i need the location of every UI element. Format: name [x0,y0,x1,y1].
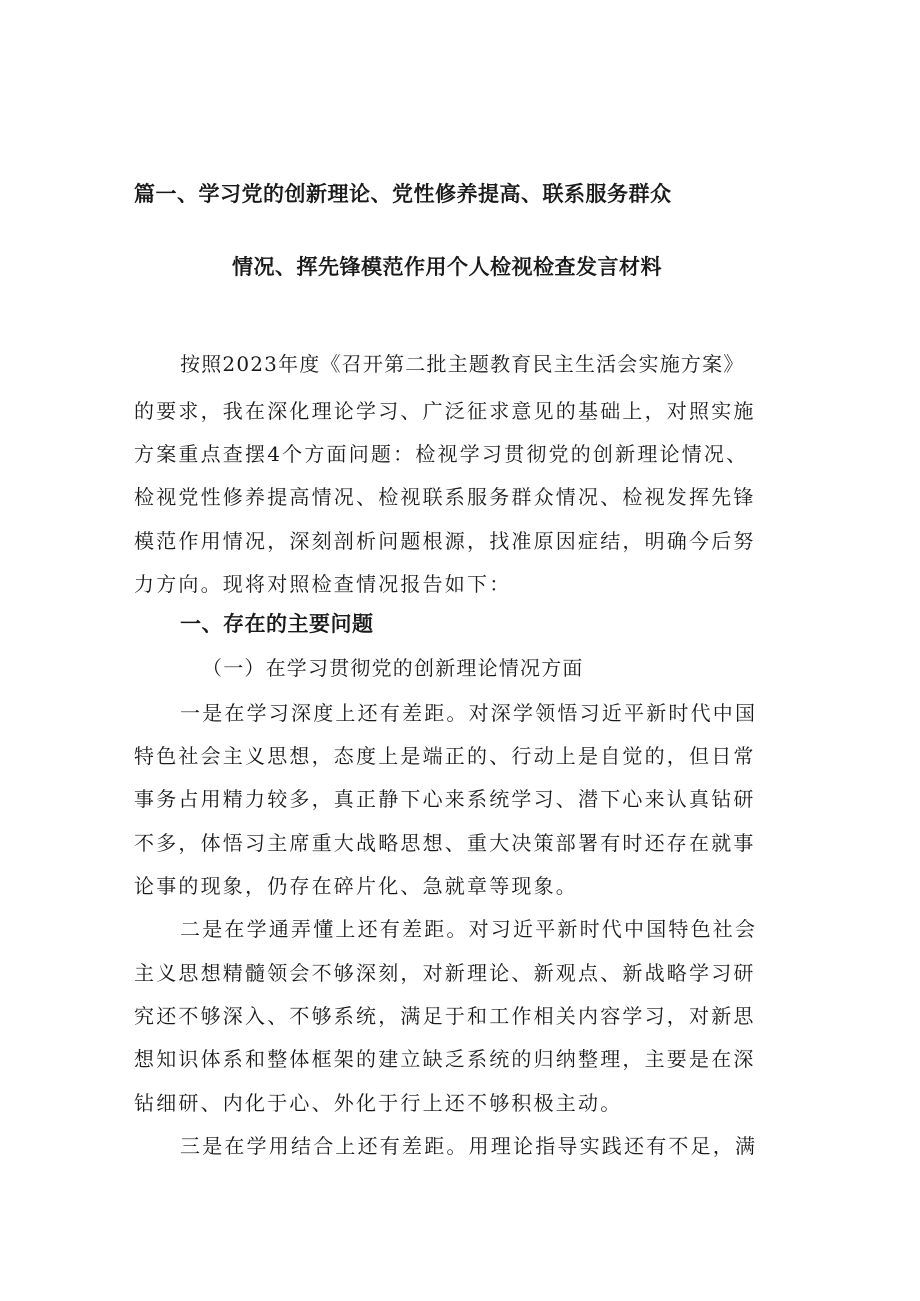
intro-line: 的要求，我在深化理论学习、广泛征求意见的基础上，对照实施 [134,399,756,423]
intro-line: 按照2023年度《召开第二批主题教育民主生活会实施方案》 [180,352,745,376]
paragraph-line: 究还不够深入、不够系统，满足于和工作相关内容学习，对新思 [134,1004,756,1028]
paragraph-line: 想知识体系和整体框架的建立缺乏系统的归纳整理，主要是在深 [134,1047,756,1071]
document-title-line-2: 情况、挥先锋模范作用个人检视检查发言材料 [232,255,662,279]
intro-line: 模范作用情况，深刻剖析问题根源，找准原因症结，明确今后努 [134,529,756,553]
intro-line: 检视党性修养提高情况、检视联系服务群众情况、检视发挥先锋 [134,485,756,509]
paragraph-line: 论事的现象，仍存在碎片化、急就章等现象。 [134,874,578,898]
paragraph-line: 钻细研、内化于心、外化于行上还不够积极主动。 [134,1091,623,1115]
paragraph-line: 一是在学习深度上还有差距。对深学领悟习近平新时代中国 [180,701,758,725]
paragraph-line: 主义思想精髓领会不够深刻，对新理论、新观点、新战略学习研 [134,961,756,985]
intro-line: 方案重点查摆4个方面问题：检视学习贯彻党的创新理论情况、 [134,442,749,466]
document-title-line-1: 篇一、学习党的创新理论、党性修养提高、联系服务群众 [134,182,672,206]
paragraph-line: 特色社会主义思想，态度上是端正的、行动上是自觉的，但日常 [134,744,756,768]
paragraph-line: 不多，体悟习主席重大战略思想、重大决策部署有时还存在就事 [134,831,756,855]
paragraph-line: 三是在学用结合上还有差距。用理论指导实践还有不足，满 [180,1134,758,1158]
intro-line: 力方向。现将对照检查情况报告如下： [134,572,512,596]
paragraph-line: 二是在学通弄懂上还有差距。对习近平新时代中国特色社会 [180,917,758,941]
section-heading: 一、存在的主要问题 [180,612,374,636]
paragraph-line: 事务占用精力较多，真正静下心来系统学习、潜下心来认真钻研 [134,787,756,811]
subsection-heading: （一）在学习贯彻党的创新理论情况方面 [202,656,584,680]
